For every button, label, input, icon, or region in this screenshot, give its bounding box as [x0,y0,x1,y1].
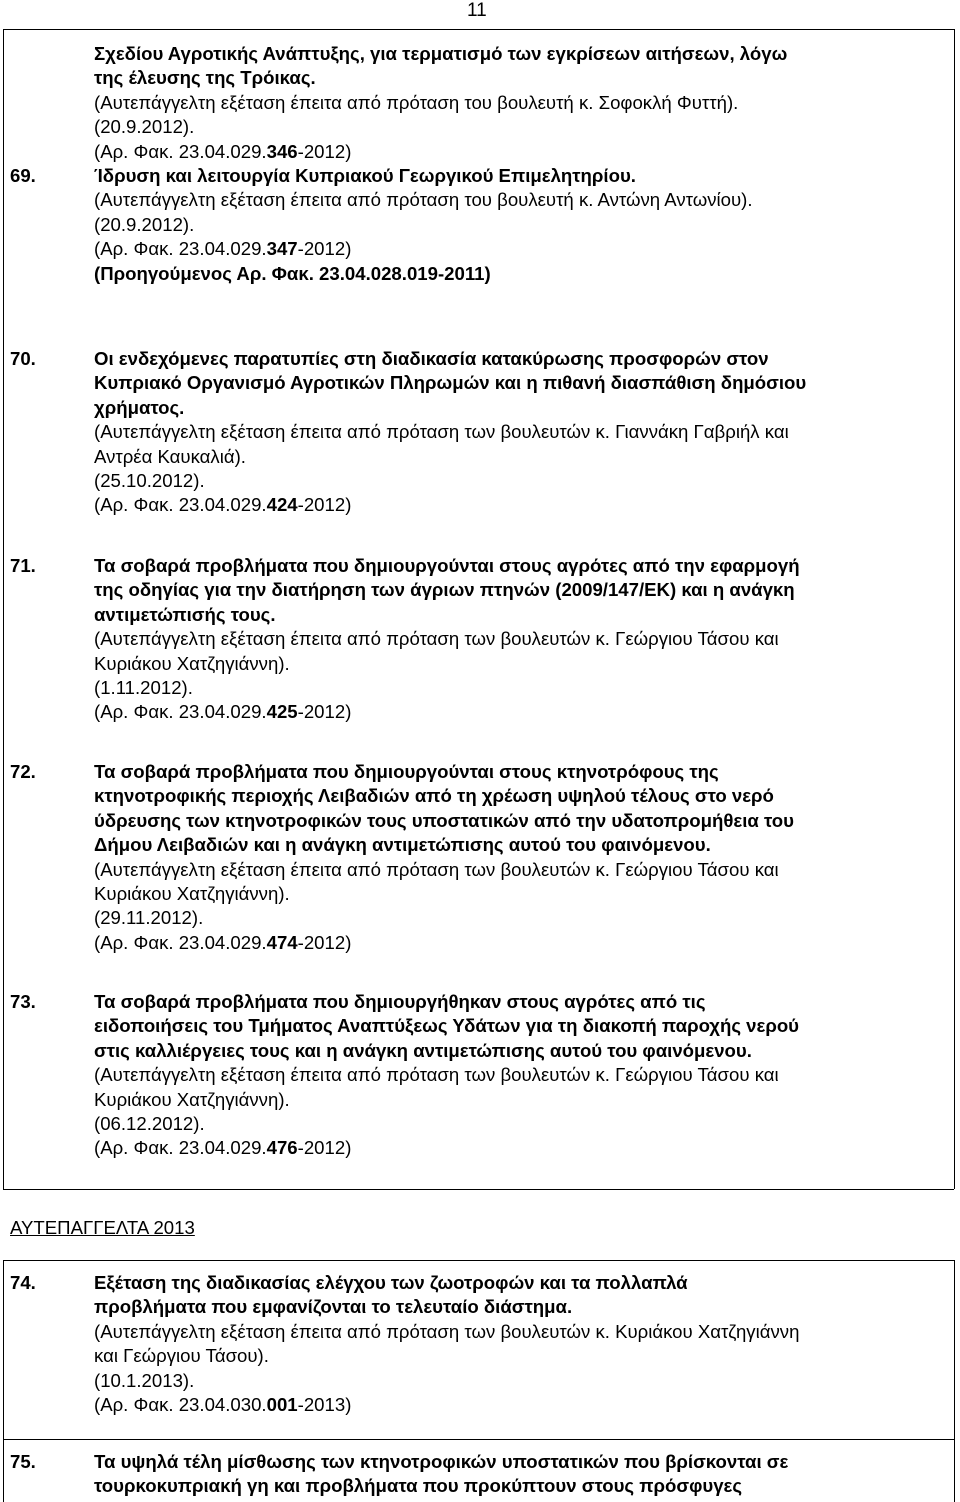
table-left-rule [3,29,4,1189]
item-number: 73. [10,991,36,1012]
item-title: Ίδρυση και λειτουργία Κυπριακού Γεωργικού Επιμελητηρίου. [94,165,636,186]
item-title: Τα σοβαρά προβλήματα που δημιουργούνται στους αγρότες από την εφαρμογή [94,555,800,576]
item-proposal: και Γεώργιου Τάσου). [94,1345,269,1367]
table-2013-right-rule [954,1260,955,1502]
item-previous-file-ref: (Προηγούμενος Αρ. Φακ. 23.04.028.019-2011) [94,262,491,284]
table-2013-row-rule [3,1439,954,1440]
item-date: (10.1.2013). [94,1369,195,1391]
item-date: (20.9.2012). [94,213,195,235]
list-item [10,164,954,286]
item-title: Τα υψηλά τέλη μίσθωσης των κτηνοτροφικών υποστατικών που βρίσκονται σε [94,1451,789,1472]
item-proposal: (Αυτεπάγγελτη εξέταση έπειτα από πρόταση του βουλευτή κ. Αντώνη Αντωνίου). [94,189,753,211]
list-item [10,1450,954,1499]
item-proposal: (Αυτεπάγγελτη εξέταση έπειτα από πρόταση του βουλευτή κ. Σοφοκλή Φυττή). [94,91,739,113]
list-item-continuation [10,42,954,164]
item-title: Σχεδίου Αγροτικής Ανάπτυξης, για τερματισμό των εγκρίσεων αιτήσεων, λόγω [94,43,788,64]
item-proposal: Κυριάκου Χατζηγιάννη). [94,652,290,674]
item-proposal: (Αυτεπάγγελτη εξέταση έπειτα από πρόταση των βουλευτών κ. Γεώργιου Τάσου και [94,628,779,650]
item-title: αντιμετώπισής τους. [94,603,276,625]
item-date: (1.11.2012). [94,677,193,699]
list-item [10,760,954,955]
item-file-ref: (Αρ. Φακ. 23.04.029.476-2012) [94,1137,352,1159]
item-proposal: Κυριάκου Χατζηγιάννη). [94,1088,290,1110]
item-title: Οι ενδεχόμενες παρατυπίες στη διαδικασία κατακύρωσης προσφορών στον [94,348,769,369]
item-proposal: (Αυτεπάγγελτη εξέταση έπειτα από πρόταση των βουλευτών κ. Γεώργιου Τάσου και [94,1064,779,1086]
item-title: κτηνοτροφικής περιοχής Λειβαδιών από τη χρέωση υψηλού τέλους στο νερό [94,785,774,807]
table-2013-top-rule [3,1260,954,1261]
item-proposal: Αντρέα Καυκαλιά). [94,445,246,467]
item-number: 75. [10,1451,36,1472]
item-file-ref: (Αρ. Φακ. 23.04.029.424-2012) [94,494,352,516]
table-top-rule [3,29,954,30]
item-title: προβλήματα που εμφανίζονται το τελευταίο διάστημα. [94,1296,573,1318]
item-date: (20.9.2012). [94,116,195,138]
item-title: ύδρευσης των κτηνοτροφικών τους υποστατικών από την υδατοπρομήθεια του [94,809,794,831]
item-title: της έλευσης της Τρόικας. [94,67,316,89]
list-item [10,1271,954,1417]
item-title: Εξέταση της διαδικασίας ελέγχου των ζωοτροφών και τα πολλαπλά [94,1272,688,1293]
item-title: Τα σοβαρά προβλήματα που δημιουργήθηκαν στους αγρότες από τις [94,991,706,1012]
page-number: 11 [467,0,487,21]
list-item [10,347,954,518]
list-item [10,554,954,725]
section-heading: ΑΥΤΕΠΑΓΓΕΛΤΑ 2013 [10,1217,195,1238]
item-proposal: Κυριάκου Χατζηγιάννη). [94,883,290,905]
item-file-ref: (Αρ. Φακ. 23.04.029.347-2012) [94,238,352,260]
item-number: 70. [10,348,36,369]
item-date: (29.11.2012). [94,907,204,929]
item-file-ref: (Αρ. Φακ. 23.04.029.474-2012) [94,931,352,953]
list-item [10,990,954,1161]
item-title: Κυπριακό Οργανισμό Αγροτικών Πληρωμών και η πιθανή διασπάθιση δημόσιου [94,372,807,394]
table-bottom-rule [3,1189,954,1190]
item-file-ref: (Αρ. Φακ. 23.04.029.346-2012) [94,140,352,162]
item-proposal: (Αυτεπάγγελτη εξέταση έπειτα από πρόταση των βουλευτών κ. Γιαννάκη Γαβριήλ και [94,421,789,443]
item-title: χρήματος. [94,396,185,418]
item-number: 69. [10,165,36,186]
table-2013-left-rule [3,1260,4,1502]
item-date: (06.12.2012). [94,1113,205,1135]
item-file-ref: (Αρ. Φακ. 23.04.029.425-2012) [94,701,352,723]
item-title: ειδοποιήσεις του Τμήματος Αναπτύξεως Υδάτων για τη διακοπή παροχής νερού [94,1015,799,1037]
item-title: Τα σοβαρά προβλήματα που δημιουργούνται στους κτηνοτρόφους της [94,761,719,782]
item-number: 72. [10,761,36,782]
item-number: 74. [10,1272,36,1293]
item-file-ref: (Αρ. Φακ. 23.04.030.001-2013) [94,1394,352,1416]
item-date: (25.10.2012). [94,470,205,492]
item-title: Δήμου Λειβαδιών και η ανάγκη αντιμετώπισης αυτού του φαινόμενου. [94,834,711,856]
table-right-rule [954,29,955,1189]
item-number: 71. [10,555,36,576]
item-proposal: (Αυτεπάγγελτη εξέταση έπειτα από πρόταση των βουλευτών κ. Κυριάκου Χατζηγιάννη [94,1320,800,1342]
item-title: της οδηγίας για την διατήρηση των άγριων πτηνών (2009/147/ΕΚ) και η ανάγκη [94,579,795,601]
item-title: στις καλλιέργειες τους και η ανάγκη αντιμετώπισης αυτού του φαινόμενου. [94,1039,752,1061]
item-proposal: (Αυτεπάγγελτη εξέταση έπειτα από πρόταση των βουλευτών κ. Γεώργιου Τάσου και [94,858,779,880]
item-title: τουρκοκυπριακή γη και προβλήματα που προκύπτουν στους πρόσφυγες [94,1475,743,1497]
